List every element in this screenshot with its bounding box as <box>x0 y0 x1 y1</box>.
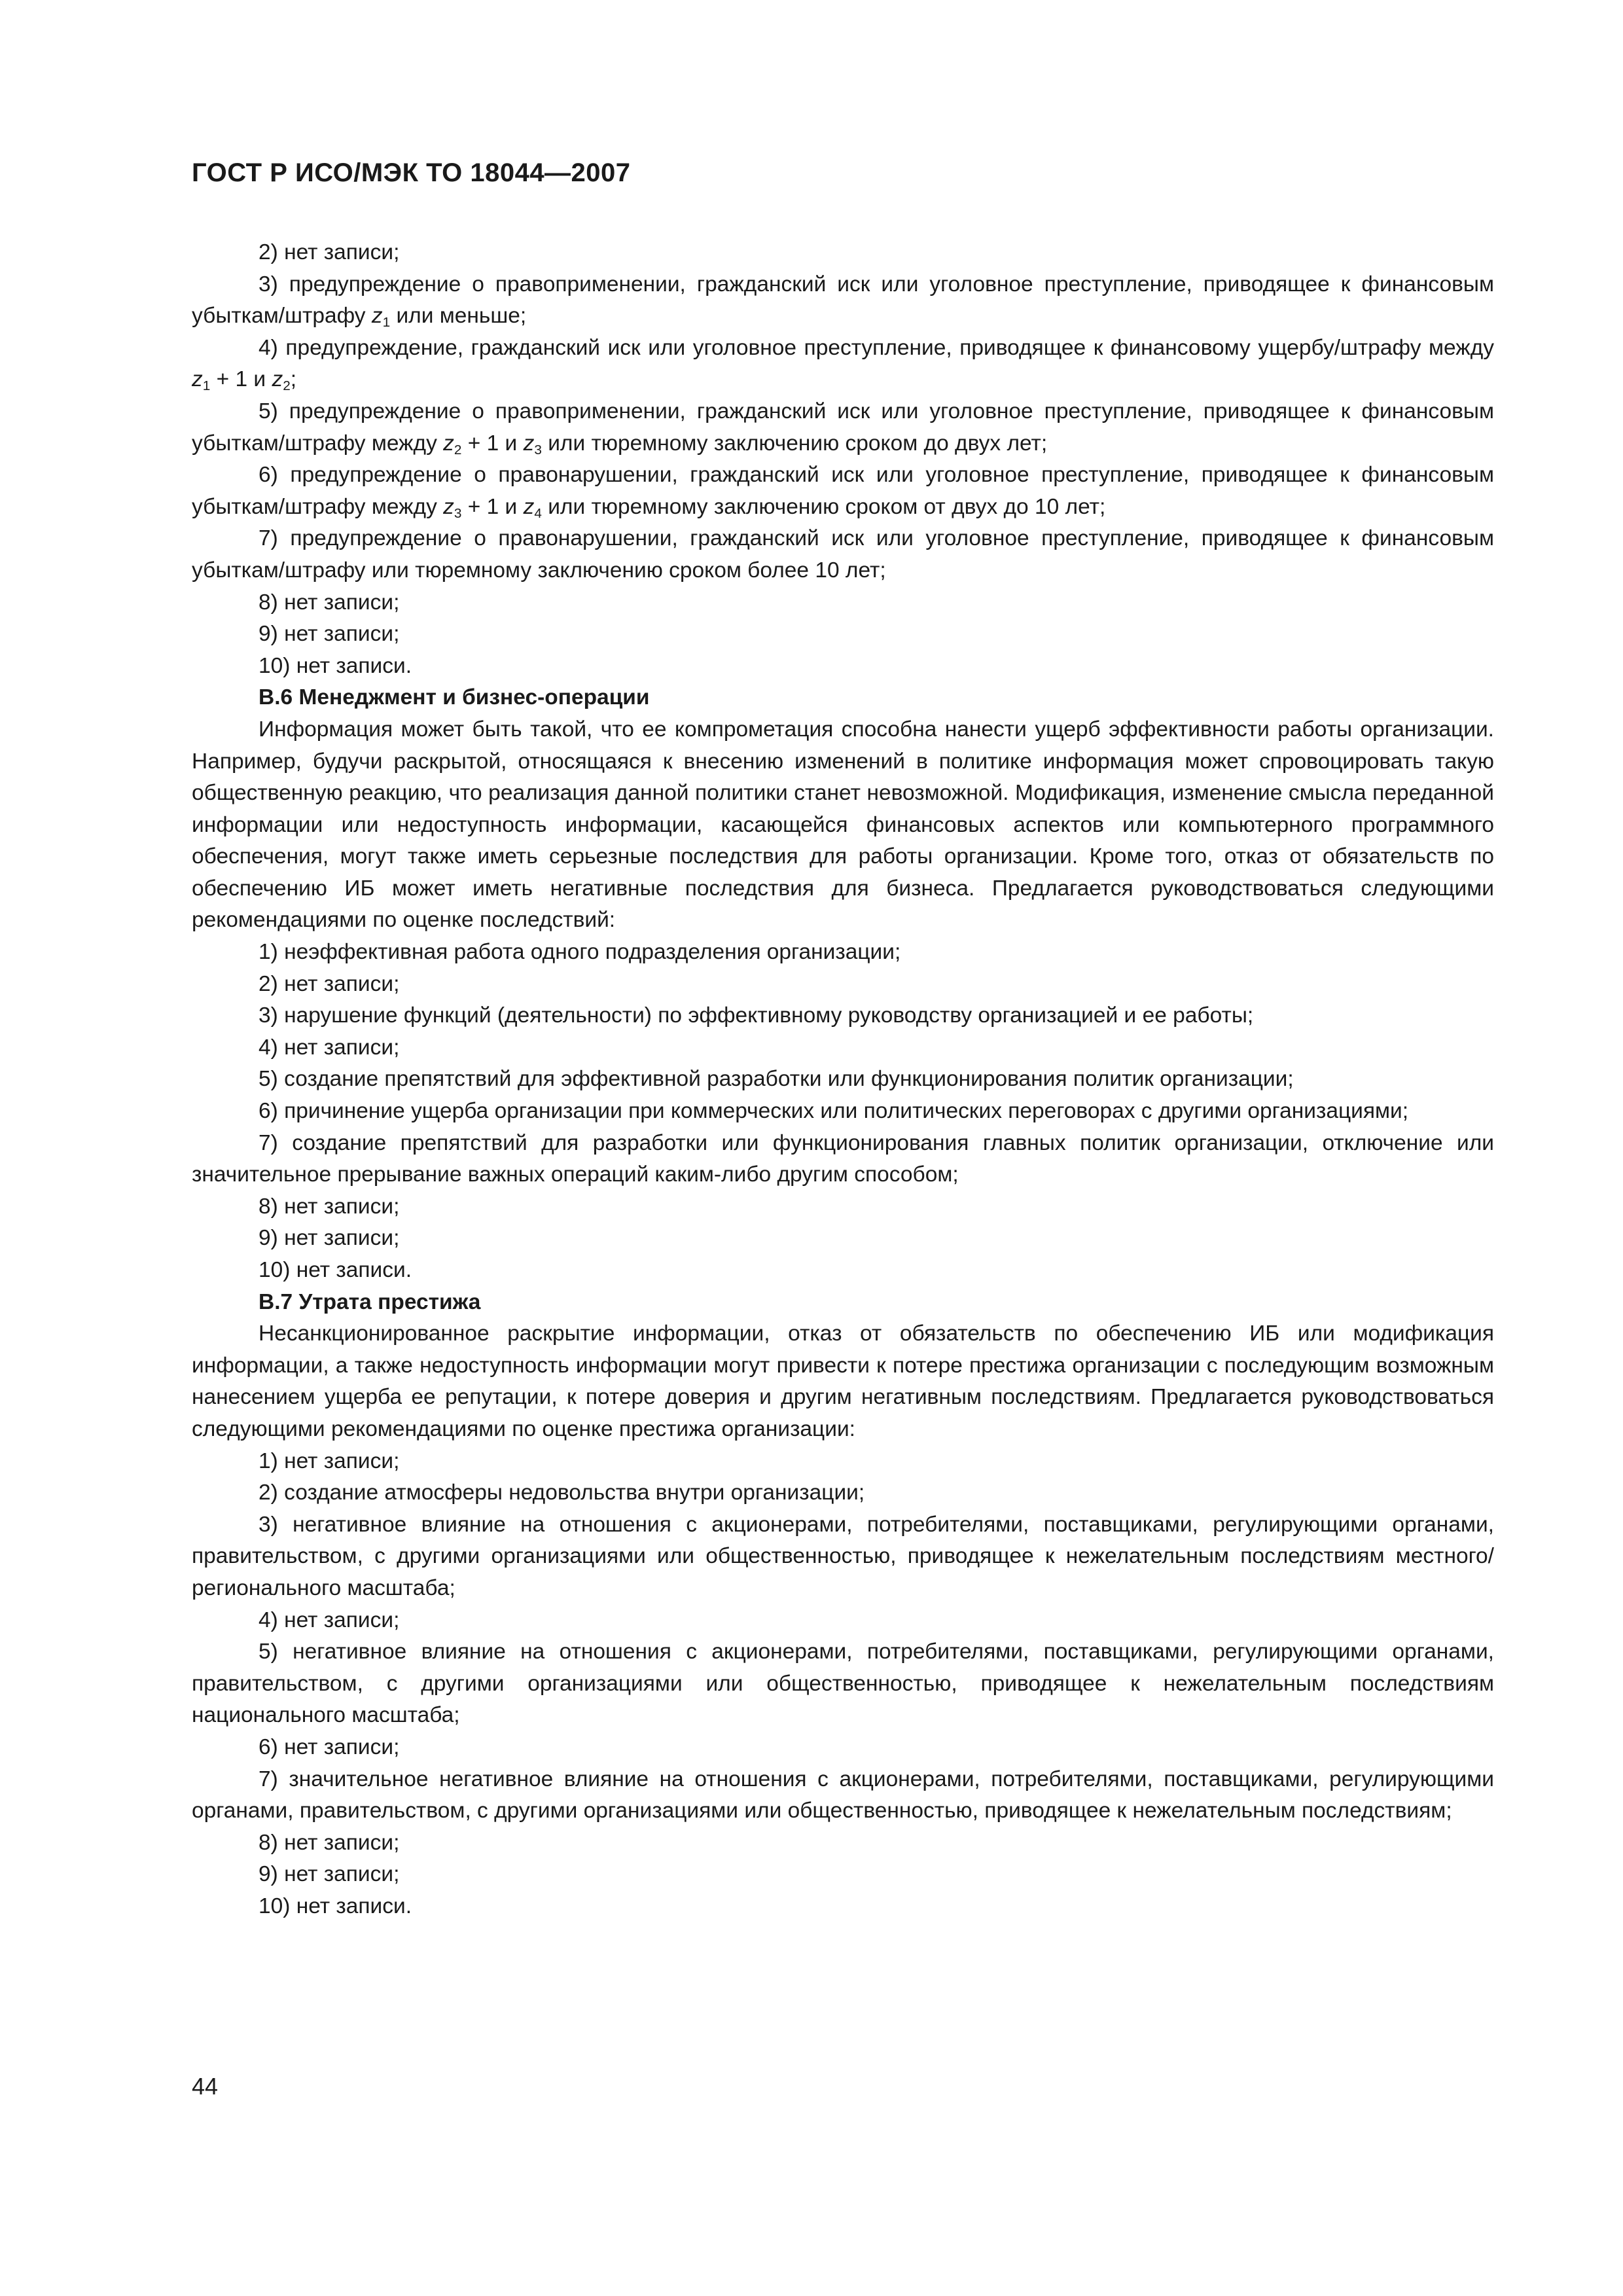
list-item: 7) предупреждение о правонарушении, гражданский иск или уголовное преступление, приводящее к финансовым убыткам/штрафу или тюремному заключению сроком более 10 лет; <box>192 526 1494 583</box>
section-intro-b7: Несанкционированное раскрытие информации, отказ от обязательств по обеспечению ИБ или модификация информации, а также недоступность информации могут привести к потере престижа организации с последующим возможным нанесением ущерба ее репутации, к потере доверия и другим негативным последствиям. Предлагается руководствоваться следующими рекомендациями по оценке престижа организации: <box>192 1321 1494 1441</box>
list-item: 10) нет записи. <box>259 1893 412 1918</box>
list-item: 4) предупреждение, гражданский иск или уголовное преступление, приводящее к финансовому ущербу/штрафу между $z_1 + 1$ и $z_2$; <box>192 335 1494 394</box>
page-content <box>192 237 1494 1922</box>
document-header: ГОСТ Р ИСО/МЭК ТО 18044—2007 <box>192 158 631 187</box>
section-intro-b6: Информация может быть такой, что ее компрометация способна нанести ущерб эффективности работы организации. Например, будучи раскрытой, относящаяся к внесению изменений в политике информация может спровоцировать такую общественную реакцию, что реализация данной политики станет невозможной. Модификация, изменение смысла переданной информации или недоступность информации, касающейся финансовых аспектов или компьютерного программного обеспечения, могут также иметь серьезные последствия для работы организации. Кроме того, отказ от обязательств по обеспечению ИБ может иметь негативные последствия для бизнеса. Предлагается руководствоваться следующими рекомендациями по оценке последствий: <box>192 717 1494 933</box>
list-item: 3) негативное влияние на отношения с акционерами, потребителями, поставщиками, регулирующими органами, правительством, с другими организациями или общественностью, приводящее к нежелательным последствиям местного/регионального масштаба; <box>192 1512 1494 1600</box>
page-number: 44 <box>192 2073 219 2100</box>
list-item: 7) создание препятствий для разработки или функционирования главных политик организации, отключение или значительное прерывание важных операций каким-либо другим способом; <box>192 1130 1494 1187</box>
list-item: 4) нет записи; <box>259 1035 400 1060</box>
list-item: 9) нет записи; <box>259 622 400 647</box>
list-item: 10) нет записи. <box>259 1258 412 1282</box>
list-item: 8) нет записи; <box>259 590 400 615</box>
list-item: 3) предупреждение о правоприменении, гражданский иск или уголовное преступление, приводящее к финансовым убыткам/штрафу $z_1$ или меньше; <box>192 272 1494 331</box>
list-item: 5) создание препятствий для эффективной разработки или функционирования политик организации; <box>259 1067 1294 1092</box>
list-item: 8) нет записи; <box>259 1830 400 1855</box>
list-item: 2) нет записи; <box>259 240 400 264</box>
list-item: 9) нет записи; <box>259 1226 400 1251</box>
list-item: 6) нет записи; <box>259 1734 400 1759</box>
list-item: 4) нет записи; <box>259 1607 400 1632</box>
list-item: 8) нет записи; <box>259 1194 400 1219</box>
list-item: 6) причинение ущерба организации при коммерческих или политических переговорах с другими организациями; <box>259 1099 1409 1124</box>
list-item: 5) предупреждение о правоприменении, гражданский иск или уголовное преступление, приводящее к финансовым убыткам/штрафу между $z_2 + 1$ и $z_3$ или тюремному заключению сроком до двух лет; <box>192 399 1494 457</box>
list-item: 9) нет записи; <box>259 1862 400 1887</box>
list-item: 6) предупреждение о правонарушении, гражданский иск или уголовное преступление, приводящее к финансовым убыткам/штрафу между $z_3 + 1$ и $z_4$ или тюремному заключению сроком от двух до 10 лет; <box>192 463 1494 521</box>
list-item: 7) значительное негативное влияние на отношения с акционерами, потребителями, поставщиками, регулирующими органами, правительством, с другими организациями или общественностью, приводящее к нежелательным последствиям; <box>192 1767 1494 1823</box>
list-item: 2) создание атмосферы недовольства внутри организации; <box>259 1480 865 1505</box>
list-item: 1) неэффективная работа одного подразделения организации; <box>259 940 901 965</box>
list-item: 3) нарушение функций (деятельности) по эффективному руководству организацией и ее работы; <box>259 1003 1254 1028</box>
section-heading-b6: B.6 Менеджмент и бизнес-операции <box>259 685 650 710</box>
list-item: 5) негативное влияние на отношения с акционерами, потребителями, поставщиками, регулирующими органами, правительством, с другими организациями или общественностью, приводящее к нежелательным последствиям национального масштаба; <box>192 1640 1494 1728</box>
list-item: 10) нет записи. <box>259 653 412 678</box>
section-heading-b7: B.7 Утрата престижа <box>259 1289 481 1314</box>
list-item: 1) нет записи; <box>259 1448 400 1473</box>
list-item: 2) нет записи; <box>259 971 400 996</box>
